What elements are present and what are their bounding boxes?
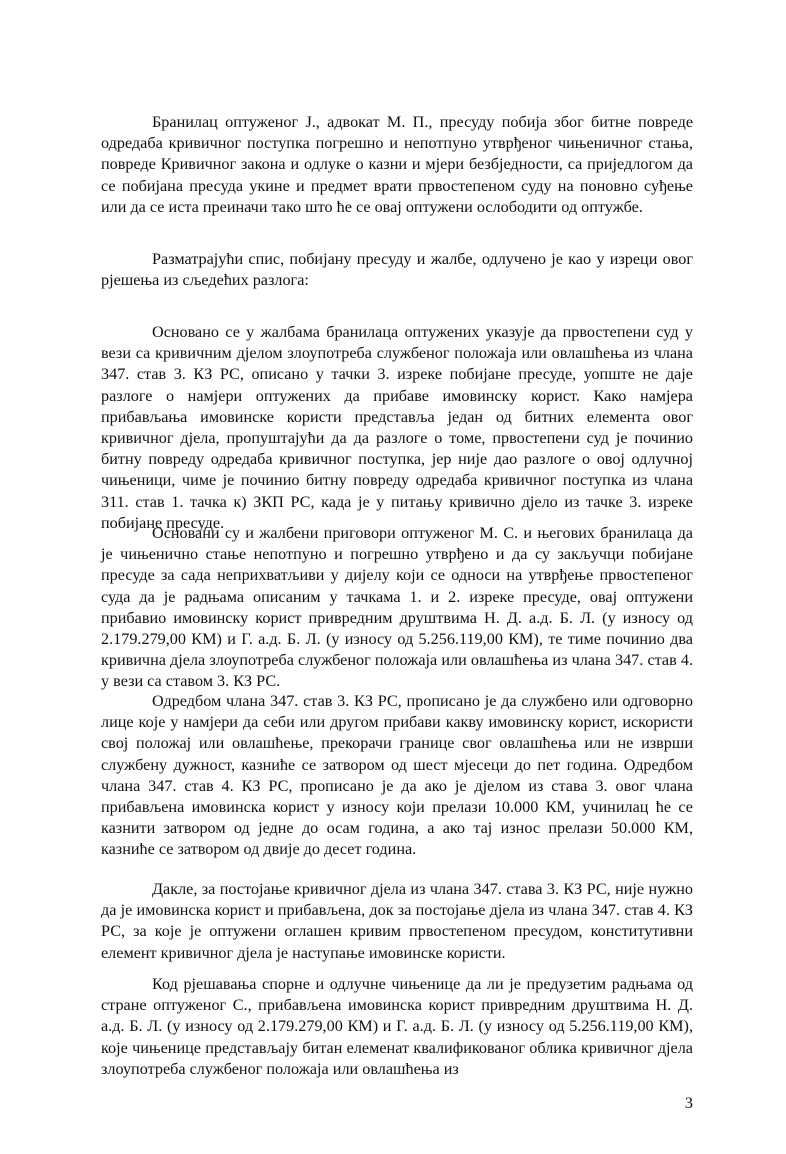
paragraph-factual-findings: Основани су и жалбени приговори оптуженог М. С. и његових бранилаца да је чињенично стање непотпуно и погрешно утврђено и да су закључци побијане пресуде за сада неприхватљиви у дијелу који се односи на утврђење првостепеног суда да је радњама описаним у тачкама 1. и 2. изреке пресуде, овај оптужени прибавио имовинску корист привредним друштвима Н. Д. а.д. Б. Л. (у износу од 2.179.279,00 КМ) и Г. а.д. Б. Л. (у износу од 5.256.119,00 КМ), те тиме починио два кривична дјела злоупотреба службеног положаја или овлашћења из члана 347. став 4. у вези са ставом 3. КЗ РС.: [101, 524, 693, 691]
paragraph-court-consideration: Разматрајући спис, побијану пресуду и жалбе, одлучено је као у изреци овог рјешења из сљедећих разлога:: [101, 250, 693, 290]
paragraph-elements-of-offence: Дакле, за постојање кривичног дјела из члана 347. става 3. КЗ РС, није нужно да је имовинска корист и прибављена, док за постојање дјела из члана 347. став 4. КЗ РС, за које је оптужени оглашен кривим првостепеном пресудом, конститутивни елемент кривичног дјела је наступање имовинске користи.: [101, 880, 693, 962]
paragraph-defense-counsel-appeal: Бранилац оптуженог Ј., адвокат М. П., пресуду побија због битне повреде одредаба кривичног поступка погрешно и непотпуно утврђеног чињеничног стања, повреде Кривичног закона и одлуке о казни и мјери безбједности, са приједлогом да се побијана пресуда укине и предмет врати првостепеном суду на поновно суђење или да се иста преиначи тако што ће се овај оптужени ослободити од оптужбе.: [101, 113, 693, 216]
paragraph-legal-provision: Одредбом члана 347. став 3. КЗ РС, прописано је да службено или одговорно лице које у намјери да себи или другом прибави какву имовинску корист, искористи свој положај или овлашћење, прекорачи границе свог овлашћења или не изврши службену дужност, казниће се затвором од шест мјесеци до пет година. Одредбом члана 347. став 4. КЗ РС, прописано је да ако је дјелом из става 3. овог члана прибављена имовинска корист у износу који прелази 10.000 КМ, учинилац ће се казнити затвором од једне до осам година, а ако тај износ прелази 50.000 КМ, казниће се затвором од двије до десет година.: [101, 692, 693, 859]
paragraph-disputed-fact: Код рјешавања спорне и одлучне чињенице да ли је предузетим радњама од стране оптуженог С., прибављена имовинска корист привредним друштвима Н. Д. а.д. Б. Л. (у износу од 2.179.279,00 КМ) и Г. а.д. Б. Л. (у износу од 5.256.119,00 КМ), које чињенице представљају битан елеменат квалификованог облика кривичног дјела злоупотреба службеног положаја или овлашћења из: [101, 975, 693, 1078]
page-number: 3: [684, 1094, 693, 1112]
paragraph-intent-reasoning: Основано се у жалбама бранилаца оптужених указује да првостепени суд у вези са кривичним дјелом злоупотреба службеног положаја или овлашћења из члана 347. став 3. КЗ РС, описано у тачки 3. изреке побијане пресуде, уопште не даје разлоге о намјери оптужених да прибаве имовинску корист. Како намјера прибављања имовинске користи представља један од битних елемента овог кривичног дјела, пропуштајући да да разлоге о томе, првостепени суд је починио битну повреду одредаба кривичног поступка, јер није дао разлоге о овој одлучној чињеници, чиме је починио битну повреду одредаба кривичног поступка из члана 311. став 1. тачка к) ЗКП РС, када је у питању кривично дјело из тачке 3. изреке побијане пресуде.: [101, 323, 693, 532]
